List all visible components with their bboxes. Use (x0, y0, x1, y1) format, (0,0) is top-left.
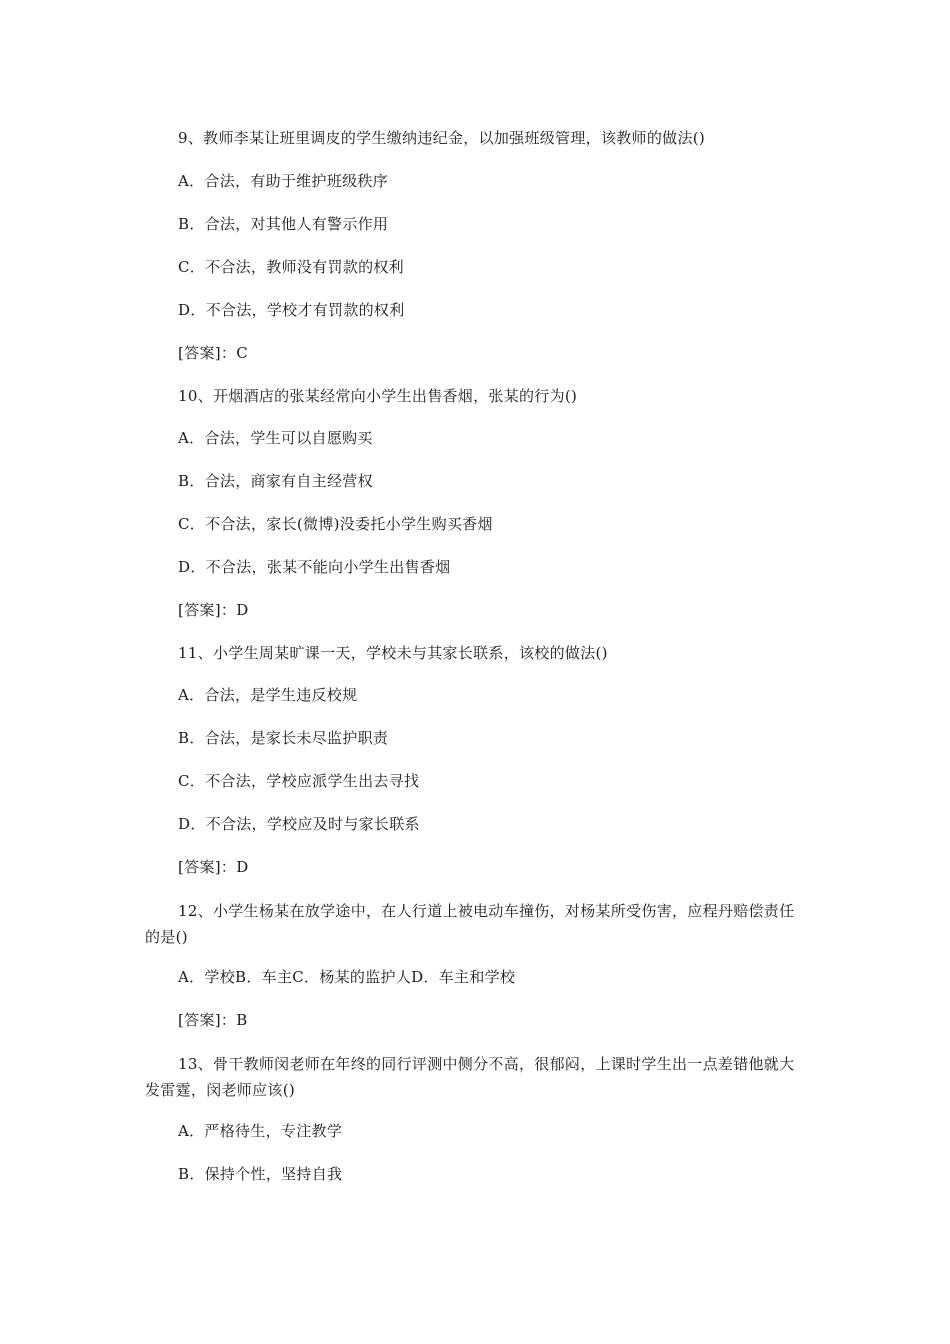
question-10-answer: [答案]：D (178, 601, 249, 619)
question-11-answer: [答案]：D (178, 858, 249, 876)
question-11-option-b: B．合法，是家长未尽监护职责 (178, 729, 389, 747)
question-13-option-a: A．严格待生，专注教学 (178, 1122, 343, 1140)
question-11-option-a: A．合法，是学生违反校规 (178, 686, 358, 704)
question-10-option-d: D．不合法，张某不能向小学生出售香烟 (178, 558, 451, 576)
question-12-options: A．学校B．车主C．杨某的监护人D．车主和学校 (178, 968, 516, 986)
question-9-stem: 9、教师李某让班里调皮的学生缴纳违纪金，以加强班级管理，该教师的做法() (178, 129, 706, 147)
question-9-option-b: B．合法，对其他人有警示作用 (178, 215, 389, 233)
question-10-stem: 10、开烟酒店的张某经常向小学生出售香烟，张某的行为() (178, 387, 578, 405)
question-11-stem: 11、小学生周某旷课一天，学校未与其家长联系，该校的做法() (178, 644, 608, 662)
question-10-option-a: A．合法，学生可以自愿购买 (178, 429, 373, 447)
question-13-stem: 13、骨干教师闵老师在年终的同行评测中侧分不高，很郁闷，上课时学生出一点差错他就大发雷霆，闵老师应该() (145, 1055, 795, 1099)
question-9-answer: [答案]：C (178, 344, 248, 362)
question-10-option-c: C．不合法，家长(微博)没委托小学生购买香烟 (178, 515, 493, 533)
question-12-answer: [答案]：B (178, 1011, 248, 1029)
question-11-option-c: C．不合法，学校应派学生出去寻找 (178, 772, 420, 790)
question-9-option-d: D．不合法，学校才有罚款的权利 (178, 301, 405, 319)
question-12-stem: 12、小学生杨某在放学途中，在人行道上被电动车撞伤，对杨某所受伤害，应程丹赔偿责任的是() (145, 902, 795, 946)
question-10-option-b: B．合法，商家有自主经营权 (178, 472, 373, 490)
question-13-option-b: B．保持个性，坚持自我 (178, 1165, 343, 1183)
question-11-option-d: D．不合法，学校应及时与家长联系 (178, 815, 420, 833)
question-9-option-c: C．不合法，教师没有罚款的权利 (178, 258, 404, 276)
question-9-option-a: A．合法，有助于维护班级秩序 (178, 172, 389, 190)
